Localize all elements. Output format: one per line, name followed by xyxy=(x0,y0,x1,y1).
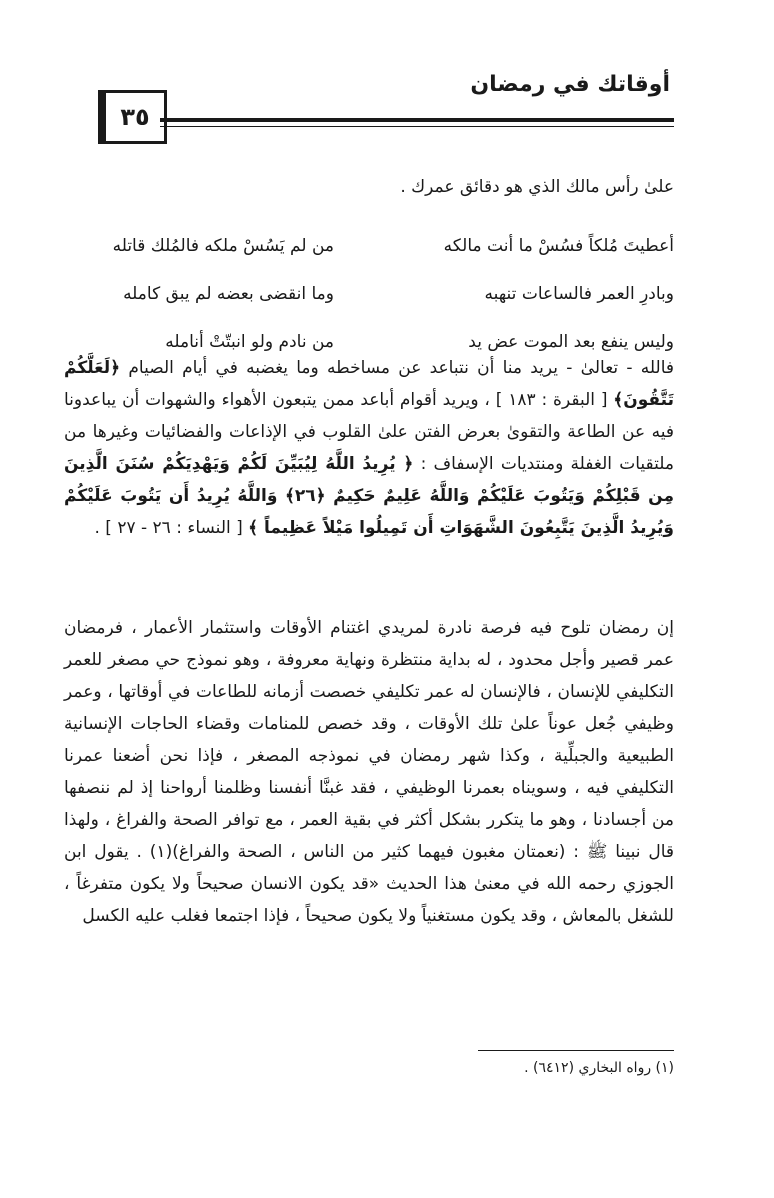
page-number: ٣٥ xyxy=(98,90,167,144)
quran-quote: ﴿لَعَلَّكُمْ تَتَّقُونَ﴾ xyxy=(64,358,674,410)
paragraph-text: [ البقرة : ١٨٣ ] ، ويريد أقوام أباعد ممن يتبعون الأهواء والشهوات أن يباعدونا فيه عن الطاعة والتقوىٰ بعرض الفتن علىٰ القلوب في الإذاعات والفضائيات وغيرها من ملتقيات الغفلة ومنتديات الإسفاف : xyxy=(64,390,675,474)
poem xyxy=(74,222,674,366)
intro-line: علىٰ رأس مالك الذي هو دقائق عمرك . xyxy=(400,177,674,197)
quran-reference: [ النساء : ٢٦ - ٢٧ ] . xyxy=(94,518,243,538)
paragraph-text: فالله - تعالىٰ - يريد منا أن نتباعد عن مساخطه وما يغضبه في أيام الصيام xyxy=(128,358,674,378)
quran-quote: ﴿ يُرِيدُ اللَّهُ لِيُبَيِّنَ لَكُمْ وَيَهْدِيَكُمْ سُنَنَ الَّذِينَ مِن قَبْلِكُمْ وَيَتُوبَ عَلَيْكُمْ وَاللَّهُ عَلِيمٌ حَكِيمٌ ﴿٢٦﴾ وَاللَّهُ يُرِيدُ أَن يَتُوبَ عَلَيْكُمْ وَيُرِيدُ الَّذِينَ يَتَّبِعُونَ الشَّهَوَاتِ أَن تَمِيلُوا مَيْلاً عَظِيماً ﴾ xyxy=(64,454,674,538)
paragraph-1 xyxy=(64,352,674,544)
header-rule-thin xyxy=(160,126,674,127)
verse-row xyxy=(74,270,674,318)
verse-second-hemistich: من نادم ولو انبتّتْ أنامله xyxy=(165,332,334,352)
footnote-rule xyxy=(478,1050,674,1051)
verse-row xyxy=(74,222,674,270)
paragraph-2: إن رمضان تلوح فيه فرصة نادرة لمريدي اغتنام الأوقات واستثمار الأعمار ، فرمضان عمر قصير وأجل محدود ، له بداية منتظرة ونهاية معروفة ، وهو نموذج حي مصغر للعمر التكليفي للإنسان ، فالإنسان له عمر تكليفي خصصت أزمانه للطاعات في أوقاتها ، وعمر وظيفي جُعل عوناً علىٰ تلك الأوقات ، وقد خصص للمنامات وقضاء الحاجات الإنسانية الطبيعية والجبلِّية ، وكذا شهر رمضان في نموذجه المصغر ، فإذا نحن أضعنا عمرنا التكليفي فيه ، وسويناه بعمرنا الوظيفي ، فقد غبنَّا أنفسنا وظلمنا أرواحنا إذ لم ننصفها من أجسادنا ، وهو ما يتكرر بشكل أكثر في بقية العمر ، مع توافر الصحة والفراغ ، ولهذا قال نبينا ﷺ : (نعمتان مغبون فيهما كثير من الناس ، الصحة والفراغ)(١) . يقول ابن الجوزي رحمه الله في معنىٰ هذا الحديث «قد يكون الانسان صحيحاً ولا يكون متفرغاً ، للشغل بالمعاش ، وقد يكون مستغنياً ولا يكون صحيحاً ، فإذا اجتمعا فغلب عليه الكسل xyxy=(64,618,675,926)
running-title: أوقاتك في رمضان xyxy=(470,72,670,97)
verse-second-hemistich: من لم يَسُسْ ملكه فالمُلك قاتله xyxy=(112,236,334,256)
header-rule xyxy=(160,118,674,122)
verse-first-hemistich: أعطيتَ مُلكاً فسُسْ ما أنت مالكه xyxy=(443,236,674,256)
verse-first-hemistich: وبادرِ العمر فالساعات تنهبه xyxy=(484,284,674,304)
verse-first-hemistich: وليس ينفع بعد الموت عض يد xyxy=(468,332,674,352)
verse-second-hemistich: وما انقضى بعضه لم يبق كامله xyxy=(123,284,334,304)
footnote: (١) رواه البخاري (٦٤١٢) . xyxy=(524,1060,674,1076)
